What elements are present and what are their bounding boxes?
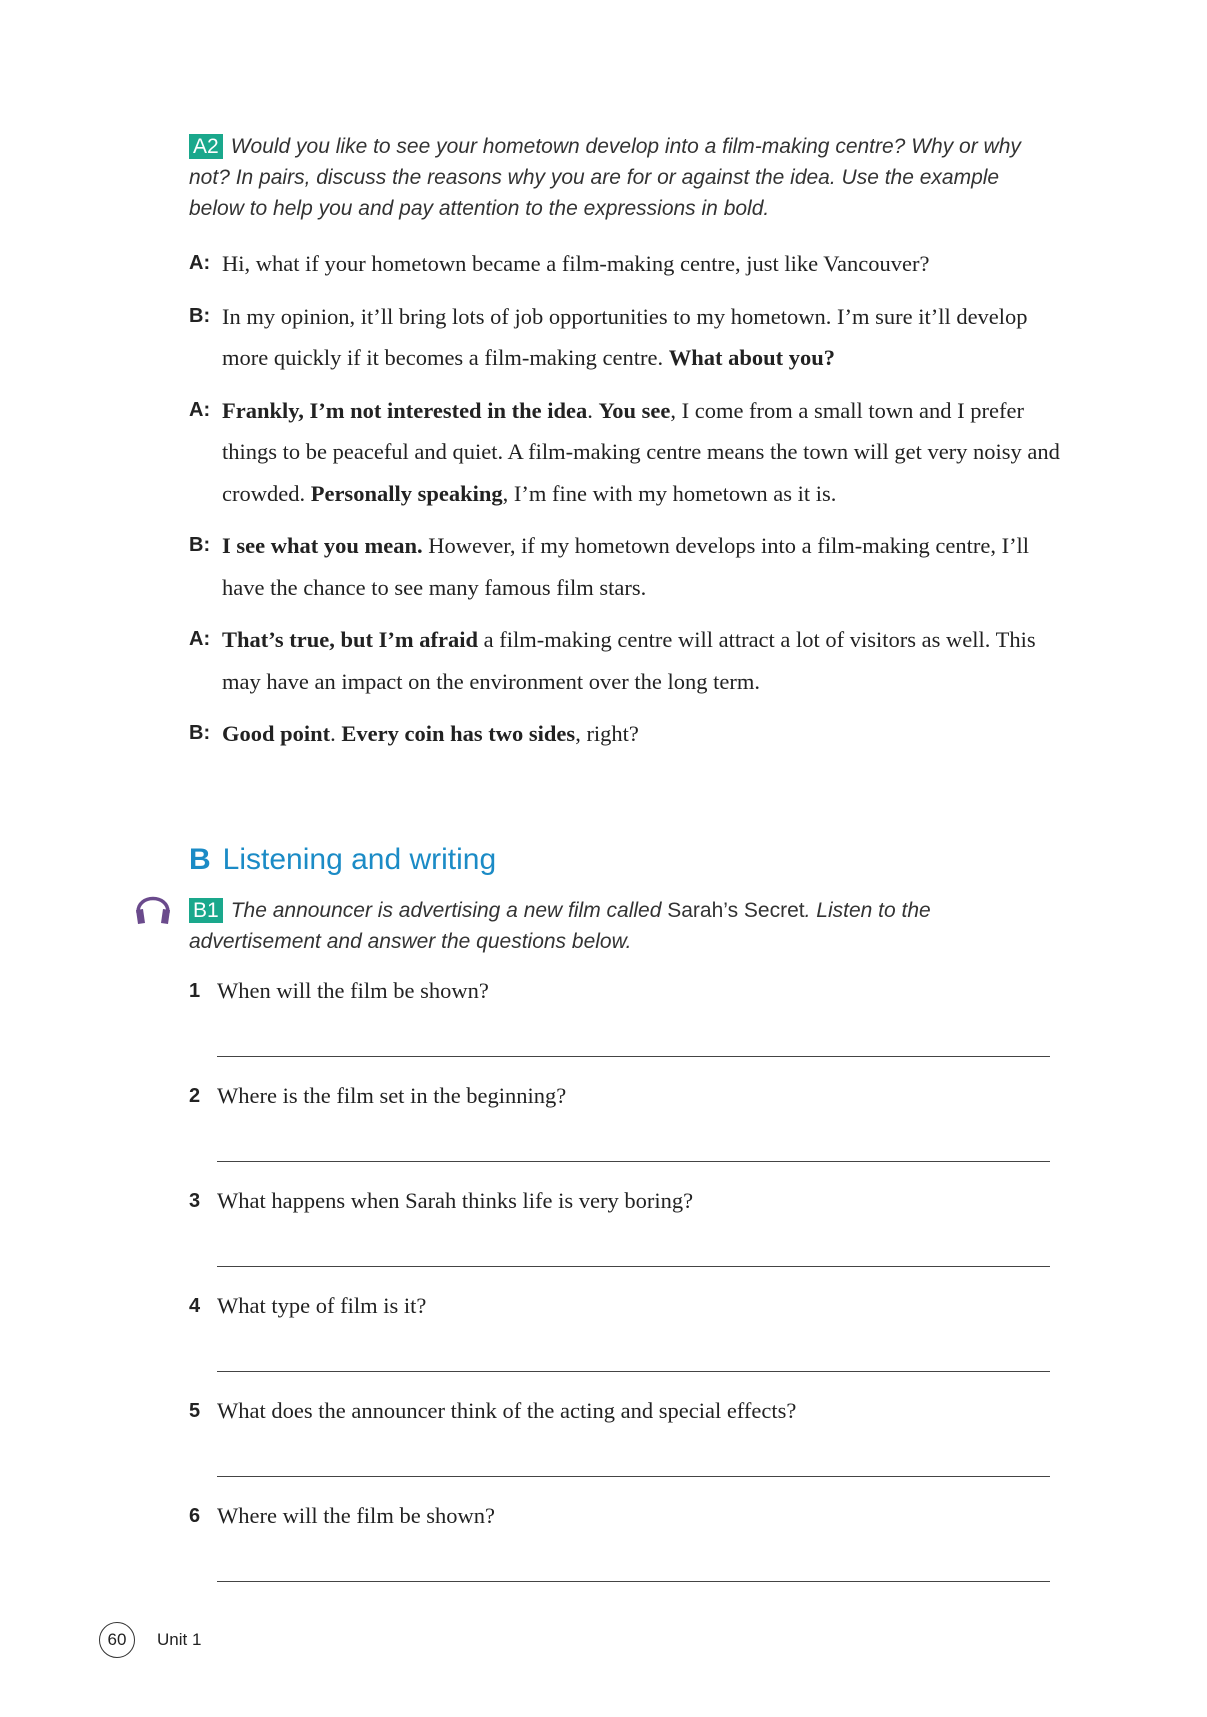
answer-line[interactable] [217,1161,1050,1162]
speaker-label: A: [189,252,211,274]
bold-expression: Personally speaking [310,480,503,506]
section-letter: B [189,843,211,876]
question-item [189,1290,1049,1395]
question-item [189,1395,1049,1500]
answer-line[interactable] [217,1056,1050,1057]
question-text: What happens when Sarah thinks life is very boring? [217,1188,694,1213]
question-item [189,1080,1049,1185]
question-number: 2 [189,1085,201,1107]
question-item [189,975,1049,1080]
film-title: Sarah’s Secret [667,899,805,922]
answer-line[interactable] [217,1476,1050,1477]
dialogue-line [189,390,1069,515]
dialogue-text: , I’m fine with my hometown as it is. [502,480,837,506]
speaker-label: A: [189,398,211,421]
dialogue-text: In my opinion, it’ll bring lots of job opportunities to my hometown. I’m sure it’ll develop more quickly if it becomes a film-making centre. [222,303,1028,370]
dialogue-text: , right? [575,721,639,746]
a2-instruction [189,131,1049,224]
question-text: Where will the film be shown? [217,1503,496,1528]
speaker-label: B: [189,722,211,744]
question-item [189,1185,1049,1290]
b1-instruction-before: The announcer is advertising a new film called [230,899,668,922]
a2-instruction-text: Would you like to see your hometown develop into a film-making centre? Why or why not? In pairs, discuss the reasons why you are for or against the idea. Use the example below to help you and pay attention to the expressions in bold. [189,135,1021,220]
speaker-label: A: [189,628,211,650]
bold-expression: You see [598,397,671,423]
page-number: 60 [99,1622,135,1658]
question-item [189,1500,1049,1605]
question-number: 6 [189,1505,201,1527]
question-text: Where is the film set in the beginning? [217,1083,567,1108]
question-list [189,975,1049,1605]
b1-instruction [189,895,1049,957]
dialogue-line [189,619,1069,702]
section-b-heading [189,840,496,880]
dialogue-text: . [330,721,342,746]
dialogue-text: . [587,397,599,423]
question-number: 4 [189,1295,201,1317]
dialogue-text: a film-making centre will attract a lot of visitors as well. This may have an impact on the environment over the long term. [222,627,1036,694]
question-text: When will the film be shown? [217,978,489,1003]
dialogue-line [189,243,1069,285]
answer-line[interactable] [217,1266,1050,1267]
dialogue-line [189,525,1069,608]
headphones-icon [132,884,174,926]
answer-line[interactable] [217,1581,1050,1582]
dialogue-text: Hi, what if your hometown became a film-making centre, just like Vancouver? [222,251,930,276]
bold-expression: Good point [222,721,331,746]
dialogue-line [189,713,1069,755]
bold-expression: What about you? [668,345,836,370]
dialogue [189,243,1069,766]
question-text: What does the announcer think of the acting and special effects? [217,1398,797,1423]
bold-expression: That’s true, but I’m afraid [222,627,479,652]
b1-instruction-after: . Listen to the advertisement and answer the questions below. [189,899,931,953]
b1-label: B1 [189,898,223,923]
speaker-label: B: [189,304,211,327]
dialogue-text: , I come from a small town and I prefer things to be peaceful and quiet. A film-making centre means the town will get very noisy and crowded. [222,397,1060,506]
a2-label: A2 [189,134,223,159]
question-number: 5 [189,1400,201,1422]
question-number: 1 [189,980,201,1002]
question-text: What type of film is it? [217,1293,427,1318]
unit-label: Unit 1 [157,1630,202,1649]
bold-expression: Frankly, I’m not interested in the idea [222,397,588,423]
bold-expression: Every coin has two sides [341,721,576,746]
answer-line[interactable] [217,1371,1050,1372]
speaker-label: B: [189,534,211,556]
section-title: Listening and writing [222,843,497,876]
dialogue-text: However, if my hometown develops into a film-making centre, I’ll have the chance to see many famous film stars. [222,533,1030,600]
dialogue-line [189,296,1069,379]
bold-expression: I see what you mean. [222,533,423,558]
question-number: 3 [189,1190,201,1212]
